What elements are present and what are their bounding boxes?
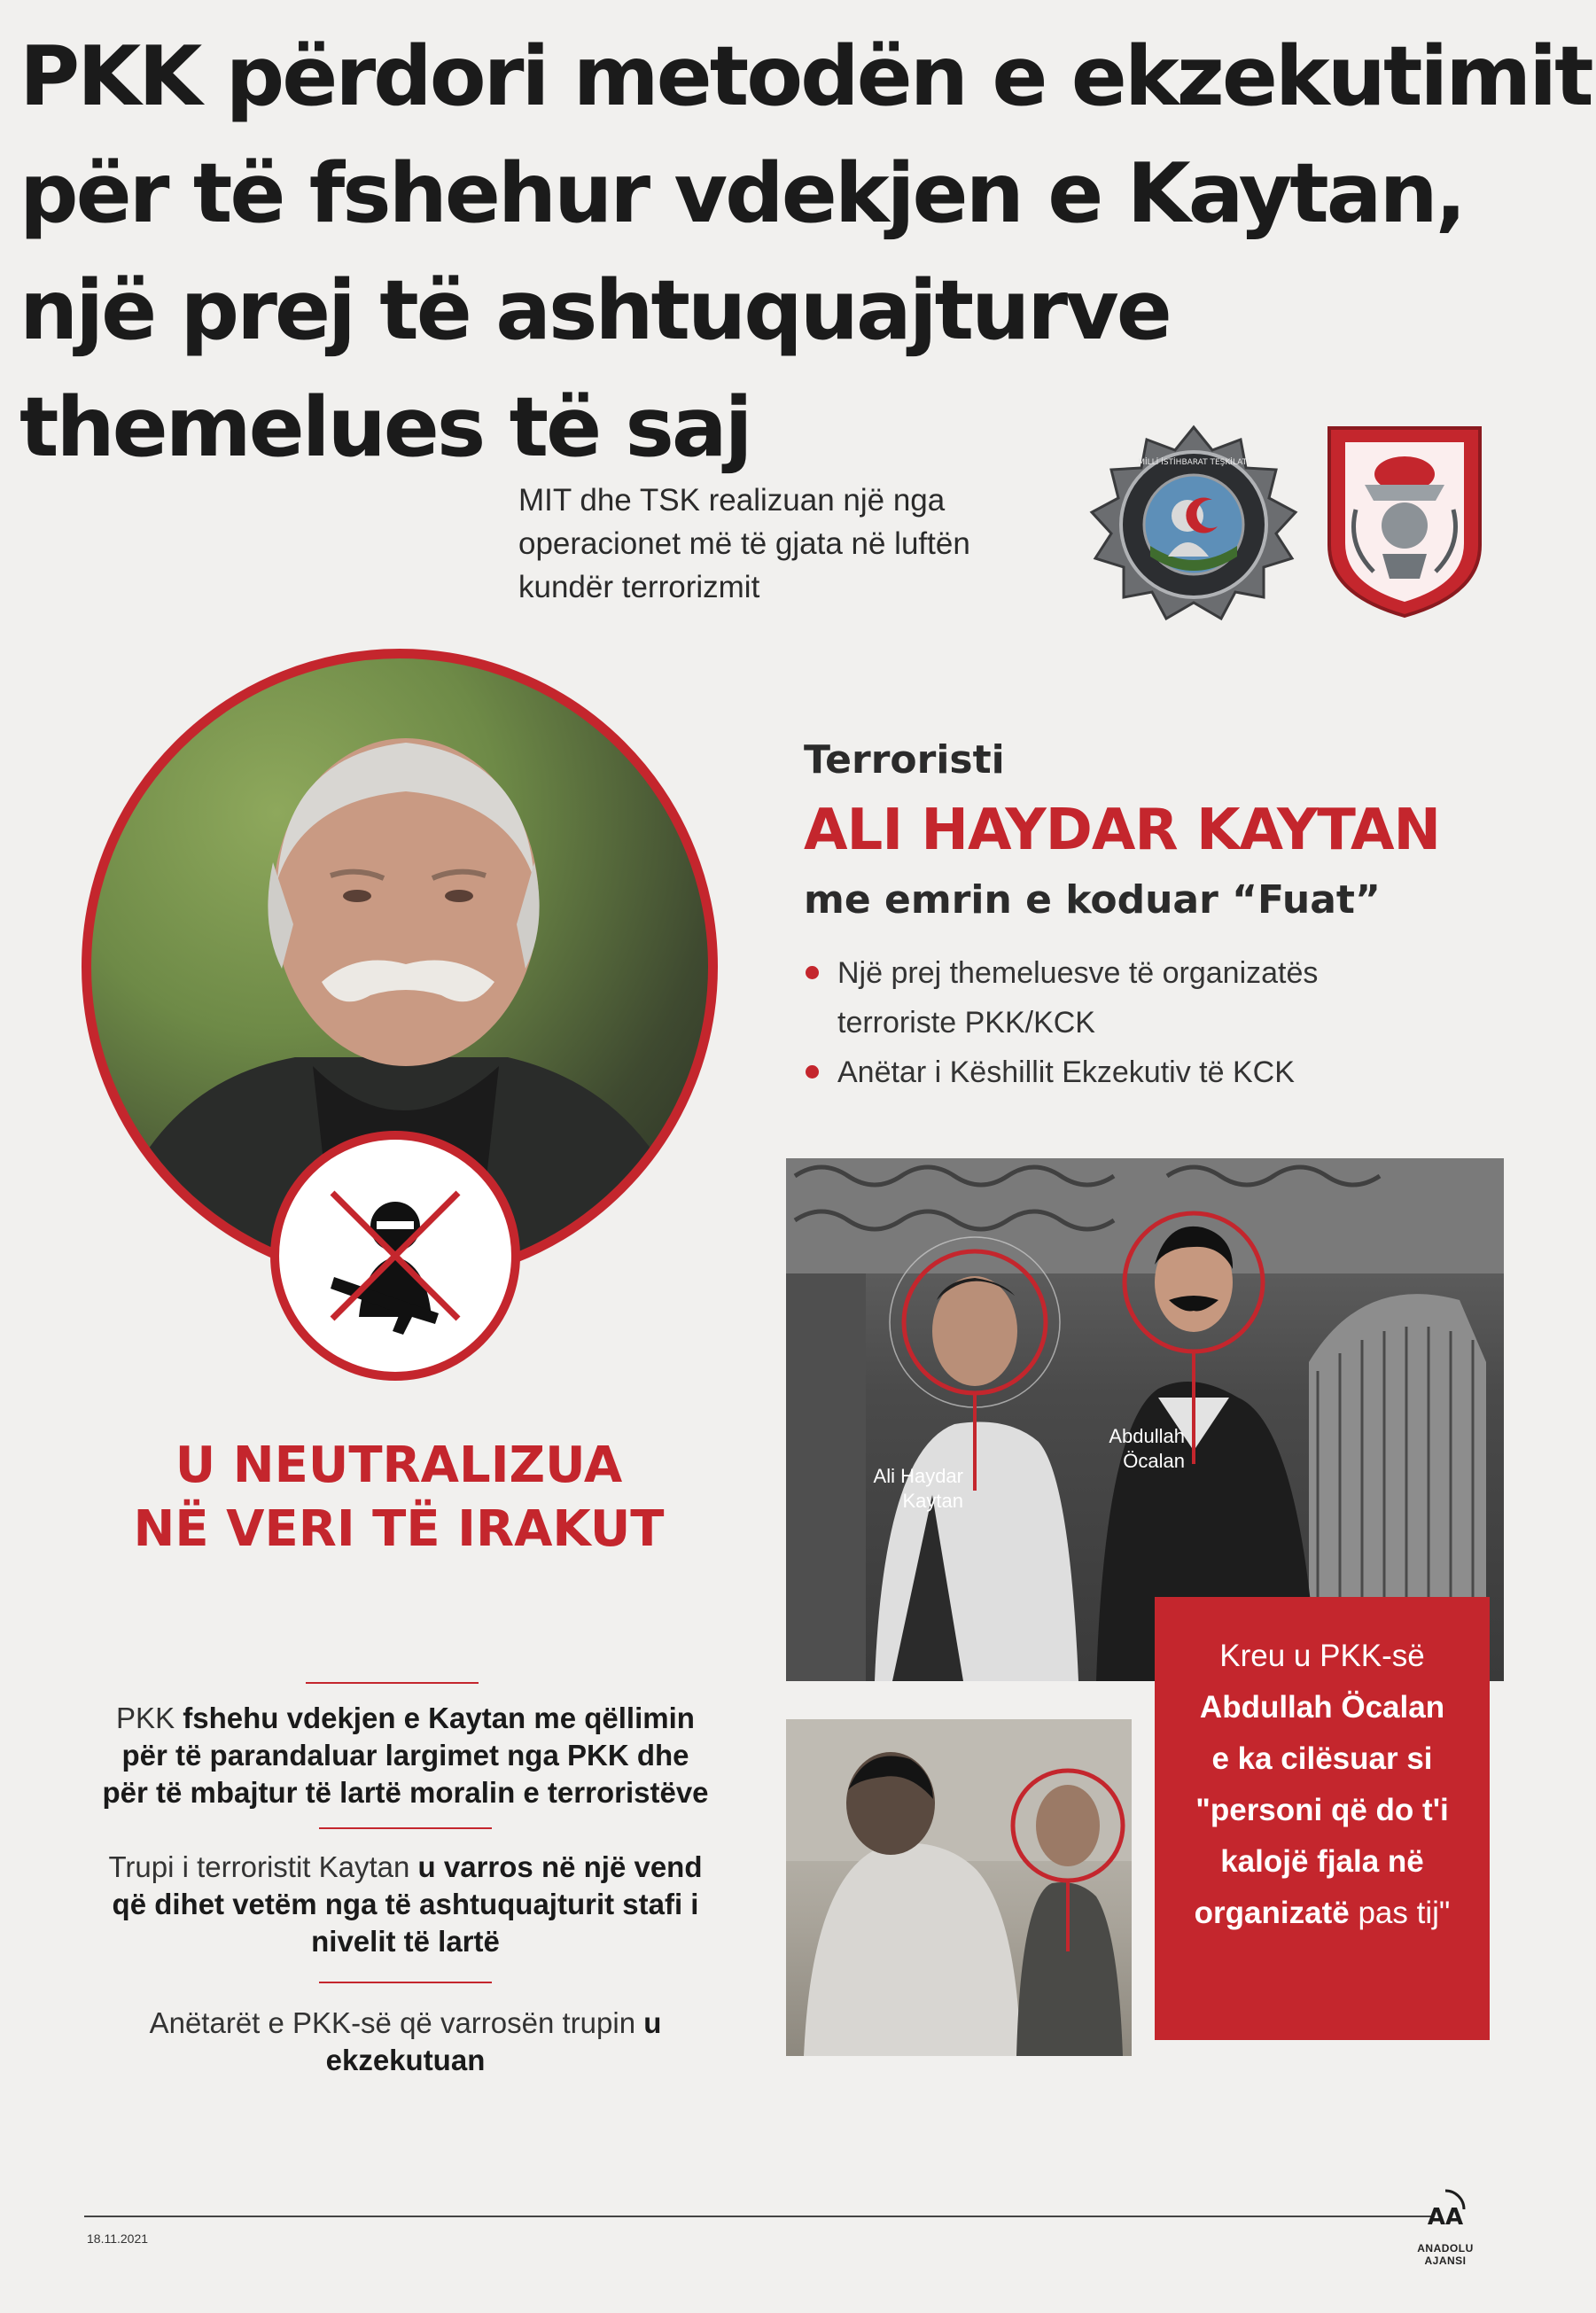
profile-codename: me emrin e koduar “Fuat”	[804, 877, 1381, 923]
quote-tail: pas tij"	[1358, 1896, 1451, 1930]
headline-line: themelues të saj	[19, 379, 751, 475]
caption-ocalan-line: Öcalan	[1123, 1450, 1185, 1472]
footer-rule	[84, 2216, 1431, 2217]
quote-intro: Kreu u PKK-së	[1219, 1639, 1425, 1673]
headline-line: një prej të ashtuquajturve	[19, 262, 1170, 358]
anadolu-agency-logo-icon	[1425, 2189, 1466, 2240]
caption-kaytan-line: Kaytan	[902, 1490, 963, 1512]
headline-line: PKK përdori metodën e ekzekutimit	[19, 28, 1592, 124]
subheadline-line: kundër terrorizmit	[518, 570, 760, 604]
headline-line: për të fshehur vdekjen e Kaytan,	[19, 145, 1464, 241]
profile-bullet: Anëtar i Këshillit Ekzekutiv të KCK	[802, 1047, 1440, 1097]
neutralized-line-1: U NEUTRALIZUA	[175, 1437, 623, 1494]
mit-seal-text: MİLLİ İSTİHBARAT TEŞKİLATI	[1138, 458, 1250, 467]
quote-name: Abdullah Öcalan	[1199, 1690, 1445, 1725]
anadolu-agency-name: ANADOLU AJANSI	[1417, 2242, 1474, 2267]
caption-kaytan	[830, 1464, 963, 1514]
crossed-terrorist-icon	[279, 1140, 511, 1372]
profile-bullets	[802, 948, 1440, 1097]
facts-divider	[306, 1682, 479, 1684]
archive-photo-ocalan-kaytan	[786, 1719, 1132, 2056]
caption-ocalan-line: Abdullah	[1109, 1425, 1185, 1447]
quote-body: e ka cilësuar si "personi që do t'i kalojë fjala në organizatë	[1194, 1741, 1449, 1930]
neutralized-heading	[71, 1434, 727, 1561]
ocalan-quote-box	[1155, 1597, 1490, 2040]
subheadline	[518, 479, 1068, 609]
mit-seal-logo	[1079, 424, 1308, 627]
profile-label: Terroristi	[804, 737, 1005, 783]
caption-kaytan-line: Ali Haydar	[873, 1465, 963, 1487]
subheadline-line: operacionet më të gjata në luftën	[518, 526, 970, 561]
subheadline-line: MIT dhe TSK realizuan një nga	[518, 483, 946, 518]
archive-photo2-illustration	[786, 1719, 1132, 2056]
neutralized-line-2: NË VERI TË IRAKUT	[133, 1500, 665, 1558]
publish-date: 18.11.2021	[87, 2231, 149, 2246]
caption-ocalan	[1052, 1424, 1185, 1474]
logo-mark: AA	[1427, 2204, 1464, 2231]
profile-bullet: Një prej themeluesve të organizatës terroriste PKK/KCK	[802, 948, 1440, 1047]
fact-divider	[319, 1982, 492, 1983]
tsk-emblem-logo	[1320, 421, 1489, 620]
facts-list	[102, 1700, 709, 2113]
fact-item: Trupi i terroristit Kaytan u varros në një vend që dihet vetëm nga të ashtuquajturit stafi i nivelit të lartë	[108, 1850, 703, 1958]
neutralized-badge	[270, 1131, 520, 1381]
fact-item: Anëtarët e PKK-së që varrosën trupin u ekzekutuan	[149, 2006, 662, 2076]
headline	[19, 18, 1592, 486]
profile-name: ALI HAYDAR KAYTAN	[804, 798, 1441, 863]
fact-divider	[319, 1827, 492, 1829]
fact-item: PKK fshehu vdekjen e Kaytan me qëllimin për të parandaluar largimet nga PKK dhe për të mbajtur të lartë moralin e terroristëve	[102, 1702, 709, 1809]
